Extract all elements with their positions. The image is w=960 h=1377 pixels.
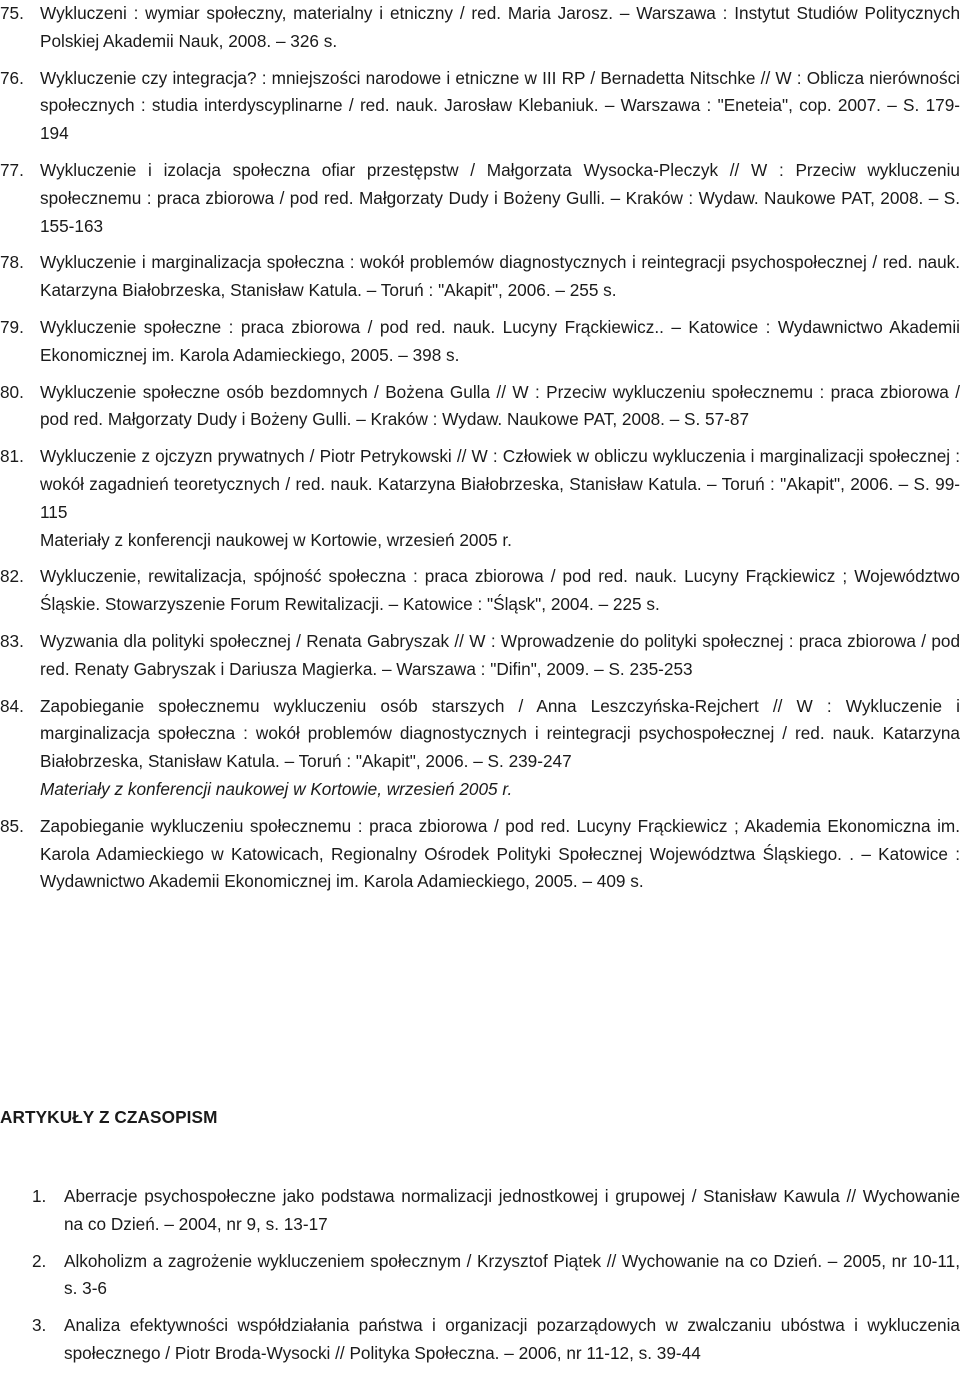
entry-text: Wykluczenie z ojczyzn prywatnych / Piotr Petrykowski // W : Człowiek w obliczu wykluczenia i marginalizacji społecznej : wokół zagadnień teoretycznych / red. nauk. Katarzyna Białobrzeska, Stanisław Katula. – Toruń : "Akapit", 2006. – S. 99-115 [40,446,960,522]
entry-number: 77. [0,159,24,180]
entry-text: Wykluczenie społeczne osób bezdomnych / Bożena Gulla // W : Przeciw wykluczeniu społecznemu : praca zbiorowa / pod red. Małgorzaty Dudy i Bożeny Gulli. – Kraków : Wydaw. Naukowe PAT, 2008. – S. 57-87 [40,381,960,430]
entry-body [40,563,960,619]
entry-text: Wykluczenie społeczne : praca zbiorowa / pod red. nauk. Lucyny Frąckiewicz.. – Katowice : Wydawnictwo Akademii Ekonomicznej im. Karola Adamieckiego, 2005. – 398 s. [40,316,960,365]
article-text: Aberracje psychospołeczne jako podstawa normalizacji jednostkowej i grupowej / Stanisław Kawula // Wychowanie na co Dzień. – 2004, nr 9, s. 13-17 [64,1186,960,1234]
entry-body [40,0,960,56]
entry-number: 81. [0,446,24,467]
entry-body [40,65,960,148]
article-text: Analiza efektywności współdziałania państwa i organizacji pozarządowych w zwalczaniu ubóstwa i wykluczenia społecznego / Piotr Broda-Wysocki // Polityka Społeczna. – 2006, nr 11-12, s. 39-44 [64,1315,960,1363]
entry-body [40,314,960,370]
entry-text: Wykluczenie i marginalizacja społeczna : wokół problemów diagnostycznych i reintegracji psychospołecznej / red. nauk. Katarzyna Białobrzeska, Stanisław Katula. – Toruń : "Akapit", 2006. – 255 s. [40,252,960,301]
entry-note: Materiały z konferencji naukowej w Kortowie, wrzesień 2005 r. [40,529,512,550]
entry-number: 83. [0,630,24,651]
bibliography-entry [0,65,960,148]
entry-number: 85. [0,815,24,836]
entry-text: Zapobieganie wykluczeniu społecznemu : praca zbiorowa / pod red. Lucyny Frąckiewicz ; Akademia Ekonomiczna im. Karola Adamieckiego w Katowicach, Regionalny Ośrodek Polityki Społecznej Województwa Śląskiego. . – Katowice : Wydawnictwo Akademii Ekonomicznej im. Karola Adamieckiego, 2005. – 409 s. [40,815,960,892]
bibliography-entry [0,443,960,554]
entry-number: 79. [0,316,24,337]
entry-number: 80. [0,381,24,402]
entry-text: Wykluczenie czy integracja? : mniejszości narodowe i etniczne w III RP / Bernadetta Nitschke // W : Oblicza nierówności społecznych : studia interdyscyplinarne / red. nauk. Jarosław Klebaniuk. – Warszawa : "Eneteia", cop. 2007. – S. 179-194 [40,67,960,144]
entry-number: 82. [0,566,24,587]
bibliography-entry [0,0,960,56]
article-entry [0,1183,960,1239]
article-entry [0,1248,960,1304]
article-text: Alkoholizm a zagrożenie wykluczeniem społecznym / Krzysztof Piątek // Wychowanie na co Dzień. – 2005, nr 10-11, s. 3-6 [64,1250,960,1299]
entry-body [40,157,960,240]
entry-text: Wykluczenie, rewitalizacja, spójność społeczna : praca zbiorowa / pod red. nauk. Lucyny Frąckiewicz ; Województwo Śląskie. Stowarzyszenie Forum Rewitalizacji. – Katowice : "Śląsk", 2004. – 225 s. [40,566,960,615]
entry-text: Wyzwania dla polityki społecznej / Renata Gabryszak // W : Wprowadzenie do polityki społecznej : praca zbiorowa / pod red. Renaty Gabryszak i Dariusza Magierka. – Warszawa : "Difin", 2009. – S. 235-253 [40,630,960,679]
bibliography-entry [0,249,960,305]
bibliography-entry [0,693,960,804]
entry-body [40,249,960,305]
entry-number: 78. [0,252,24,273]
entry-text: Wykluczenie i izolacja społeczna ofiar przestępstw / Małgorzata Wysocka-Pleczyk // W : Przeciw wykluczeniu społecznemu : praca zbiorowa / pod red. Małgorzaty Dudy i Bożeny Gulli. – Kraków : Wydaw. Naukowe PAT, 2008. – S. 155-163 [40,159,960,236]
article-number: 3. [32,1315,47,1336]
entry-body [40,443,960,554]
entry-body [40,813,960,896]
entry-text: Zapobieganie społecznemu wykluczeniu osób starszych / Anna Leszczyńska-Rejchert // W : Wykluczenie i marginalizacja społeczna : wokół problemów diagnostycznych i reintegracji psychospołecznej / red. nauk. Katarzyna Białobrzeska, Stanisław Katula. – Toruń : "Akapit", 2006. – S. 239-247 [40,695,960,772]
entry-body [40,628,960,684]
entry-text: Wykluczeni : wymiar społeczny, materialny i etniczny / red. Maria Jarosz. – Warszawa : Instytut Studiów Politycznych Polskiej Akademii Nauk, 2008. – 326 s. [40,3,960,51]
bibliography-entry [0,628,960,684]
entry-body [40,379,960,435]
articles-list [0,1183,960,1377]
entry-number: 84. [0,695,24,716]
entry-note: Materiały z konferencji naukowej w Kortowie, wrzesień 2005 r. [40,778,513,799]
entry-number: 76. [0,67,24,88]
section-heading: ARTYKUŁY Z CZASOPISM [0,1107,218,1127]
article-entry [0,1312,960,1368]
article-number: 1. [32,1186,47,1206]
bibliography-entry [0,813,960,896]
article-number: 2. [32,1250,47,1271]
entry-number: 75. [0,3,24,23]
entry-body [40,693,960,804]
bibliography-entry [0,157,960,240]
bibliography-entry [0,563,960,619]
bibliography-entry [0,379,960,435]
bibliography-entry [0,314,960,370]
